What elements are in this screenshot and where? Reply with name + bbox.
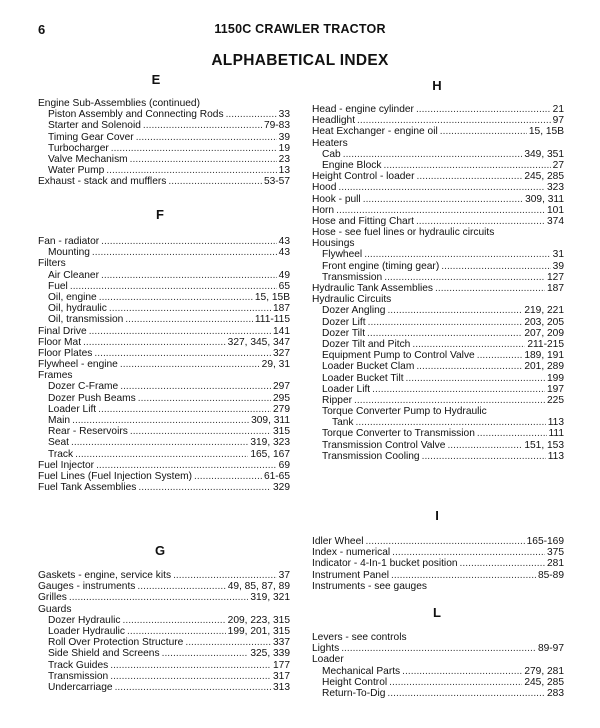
index-entry: Exhaust - stack and mufflers . . . 53-57 [38, 176, 290, 187]
index-entry: Height Control . . . 245, 285 [312, 677, 564, 688]
index-entry: Dozer C-Frame . . . 297 [38, 381, 290, 392]
index-entry: Grilles . . . 319, 321 [38, 592, 290, 603]
index-entry: Gauges - instruments . . . 49, 85, 87, 89 [38, 581, 290, 592]
section-g-list [38, 570, 290, 693]
index-entry: Fan - radiator . . . 43 [38, 236, 290, 247]
index-entry: Hydraulic Tank Assemblies . . . 187 [312, 283, 564, 294]
index-entry: Undercarriage . . . 313 [38, 682, 290, 693]
index-entry: Turbocharger . . . 19 [38, 143, 290, 154]
index-entry: Dozer Angling . . . 219, 221 [312, 305, 564, 316]
index-entry: Transmission Control Valve . . . 151, 153 [312, 440, 564, 451]
index-entry: Lights . . . 89-97 [312, 643, 564, 654]
index-entry: Hose - see fuel lines or hydraulic circuits [312, 227, 495, 239]
index-entry: Idler Wheel . . . 165-169 [312, 536, 564, 547]
index-entry: Track . . . 165, 167 [38, 449, 290, 460]
index-entry: Loader [312, 654, 344, 666]
index-entry: Transmission . . . 127 [312, 272, 564, 283]
index-entry: Index - numerical . . . 375 [312, 547, 564, 558]
index-entry: Gaskets - engine, service kits . . . 37 [38, 570, 290, 581]
index-entry: Transmission . . . 317 [38, 671, 290, 682]
section-h-list [312, 104, 564, 462]
index-entry: Levers - see controls [312, 632, 407, 643]
page-number: 6 [38, 22, 46, 37]
section-f-list [38, 236, 290, 493]
section-i-list [312, 536, 564, 592]
index-entry: Final Drive . . . 141 [38, 326, 290, 337]
index-entry: Loader Bucket Tilt . . . 199 [312, 373, 564, 384]
index-entry: Guards [38, 603, 72, 615]
index-entry: Tank . . . 113 [312, 417, 564, 428]
index-entry: Head - engine cylinder . . . 21 [312, 104, 564, 115]
index-entry: Loader Hydraulic . . . 199, 201, 315 [38, 626, 290, 637]
index-entry: Hydraulic Circuits [312, 294, 392, 306]
index-entry: Starter and Solenoid . . . 79-83 [38, 120, 290, 131]
index-entry: Fuel Lines (Fuel Injection System) . . . 61-65 [38, 471, 290, 482]
index-entry: Dozer Hydraulic . . . 209, 223, 315 [38, 615, 290, 626]
index-entry: Flywheel . . . 31 [312, 249, 564, 260]
index-entry: Dozer Push Beams . . . 295 [38, 393, 290, 404]
index-entry: Air Cleaner . . . 49 [38, 270, 290, 281]
index-entry: Instrument Panel . . . 85-89 [312, 570, 564, 581]
index-entry: Hose and Fitting Chart . . . 374 [312, 216, 564, 227]
index-entry: Oil, engine . . . 15, 15B [38, 292, 290, 303]
index-title: ALPHABETICAL INDEX [211, 52, 389, 69]
index-entry: Instruments - see gauges [312, 580, 427, 592]
section-letter-e: E [151, 72, 161, 87]
index-entry: Hood . . . 323 [312, 182, 564, 193]
index-entry: Oil, transmission . . . 111-115 [38, 314, 290, 325]
section-letter-g: G [154, 543, 166, 558]
section-letter-f: F [156, 207, 164, 222]
index-entry: Piston Assembly and Connecting Rods . . . 33 [38, 109, 290, 120]
index-entry: Valve Mechanism . . . 23 [38, 154, 290, 165]
index-entry: Loader Bucket Clam . . . 201, 289 [312, 361, 564, 372]
index-entry: Cab . . . 349, 351 [312, 149, 564, 160]
index-entry: Horn . . . 101 [312, 205, 564, 216]
index-entry: Side Shield and Screens . . . 325, 339 [38, 648, 290, 659]
index-entry: Heat Exchanger - engine oil . . . 15, 15B [312, 126, 564, 137]
index-entry: Return-To-Dig . . . 283 [312, 688, 564, 699]
index-entry: Fuel Tank Assemblies . . . 329 [38, 482, 290, 493]
index-entry: Timing Gear Cover . . . 39 [38, 132, 290, 143]
index-entry: Front engine (timing gear) . . . 39 [312, 261, 564, 272]
index-entry: Housings [312, 238, 355, 250]
index-entry: Headlight . . . 97 [312, 115, 564, 126]
running-title: 1150C CRAWLER TRACTOR [214, 22, 386, 36]
index-entry: Transmission Cooling . . . 113 [312, 451, 564, 462]
index-entry: Heaters [312, 137, 348, 149]
index-entry: Engine Block . . . 27 [312, 160, 564, 171]
index-entry: Floor Mat . . . 327, 345, 347 [38, 337, 290, 348]
index-entry: Indicator - 4-In-1 bucket position . . . 281 [312, 558, 564, 569]
index-entry: Oil, hydraulic . . . 187 [38, 303, 290, 314]
section-e-list [38, 98, 290, 188]
index-entry: Fuel . . . 65 [38, 281, 290, 292]
index-entry: Seat . . . 319, 323 [38, 437, 290, 448]
index-entry: Frames [38, 370, 73, 382]
index-entry: Track Guides . . . 177 [38, 660, 290, 671]
index-entry: Flywheel - engine . . . 29, 31 [38, 359, 290, 370]
index-entry: Torque Converter to Transmission . . . 111 [312, 428, 564, 439]
index-entry: Loader Lift . . . 197 [312, 384, 564, 395]
index-entry: Rear - Reservoirs . . . 315 [38, 426, 290, 437]
index-entry: Dozer Tilt and Pitch . . . 211-215 [312, 339, 564, 350]
index-entry: Torque Converter Pump to Hydraulic [322, 406, 487, 418]
section-letter-l: L [433, 605, 441, 620]
index-entry: Height Control - loader . . . 245, 285 [312, 171, 564, 182]
index-entry: Filters [38, 258, 66, 270]
index-entry: Roll Over Protection Structure . . . 337 [38, 637, 290, 648]
index-entry: Engine Sub-Assemblies (continued) [38, 98, 200, 109]
index-entry: Ripper . . . 225 [312, 395, 564, 406]
index-entry: Equipment Pump to Control Valve . . . 189, 191 [312, 350, 564, 361]
index-entry: Mounting . . . 43 [38, 247, 290, 258]
section-letter-i: I [435, 508, 439, 523]
index-entry: Loader Lift . . . 279 [38, 404, 290, 415]
index-entry: Water Pump . . . 13 [38, 165, 290, 176]
section-letter-h: H [432, 78, 442, 93]
index-entry: Dozer Tilt . . . 207, 209 [312, 328, 564, 339]
index-entry: Main . . . 309, 311 [38, 415, 290, 426]
index-entry: Floor Plates . . . 327 [38, 348, 290, 359]
section-l-list [312, 632, 564, 699]
index-entry: Mechanical Parts . . . 279, 281 [312, 666, 564, 677]
index-entry: Hook - pull . . . 309, 311 [312, 194, 564, 205]
index-entry: Dozer Lift . . . 203, 205 [312, 317, 564, 328]
index-entry: Fuel Injector . . . 69 [38, 460, 290, 471]
